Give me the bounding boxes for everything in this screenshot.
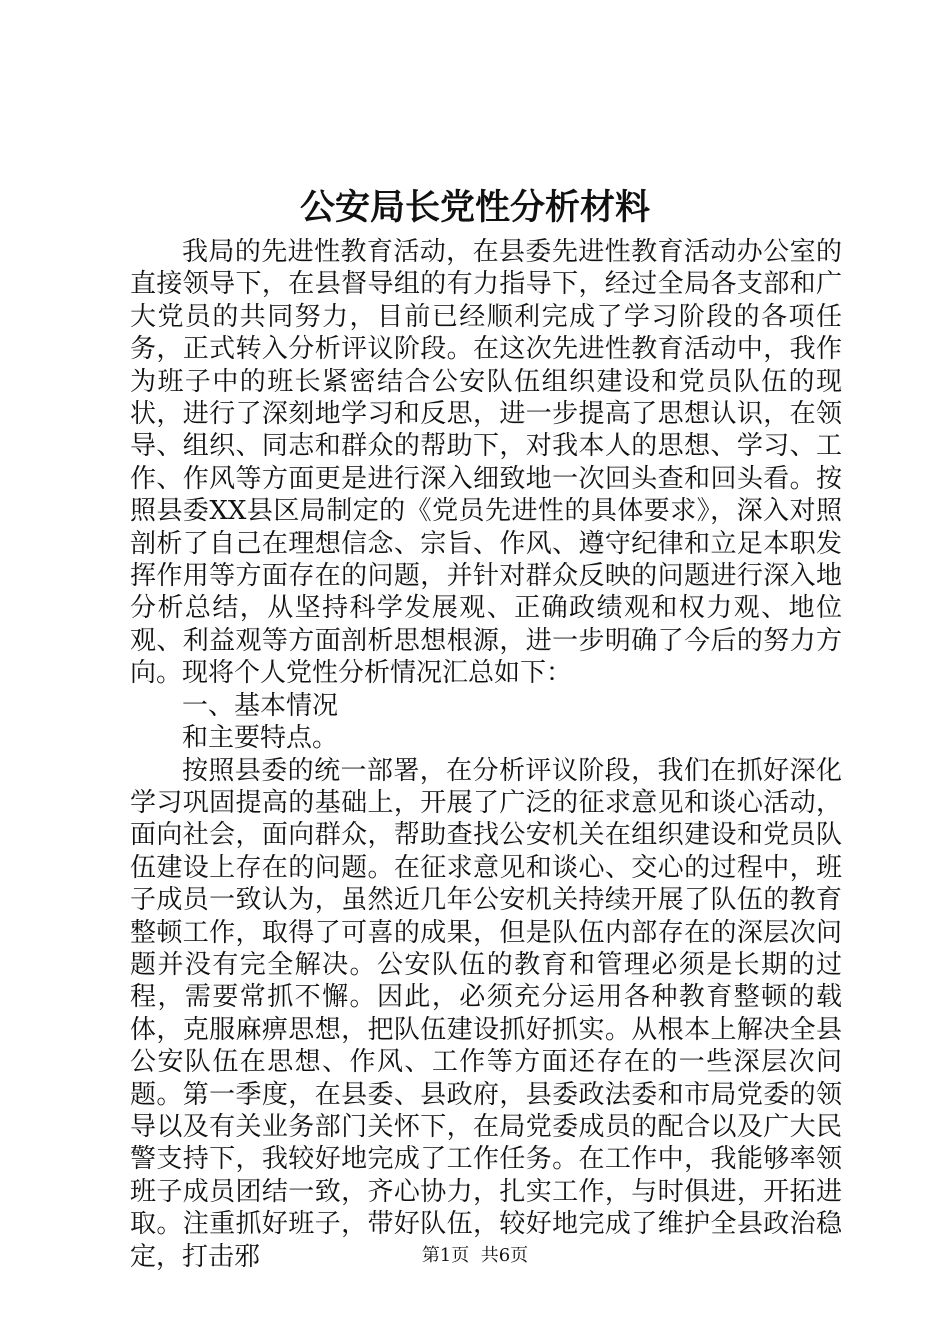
section-heading: 一、基本情况 (182, 690, 339, 721)
page-total: 共6页 (480, 1245, 529, 1266)
page-number: 第1页 (421, 1245, 470, 1266)
paragraph-main: 按照县委的统一部署，在分析评议阶段，我们在抓好深化学习巩固提高的基础上，开展了广泛的征求意见和谈心活动，面向社会，面向群众，帮助查找公安机关在组织建设和党员队伍建设上存在的问题。在征求意见和谈心、交心的过程中，班子成员一致认为，虽然近几年公安机关持续开展了队伍的教育整顿工作，取得了可喜的成果，但是队伍内部存在的深层次问题并没有完全解决。公安队伍的教育和管理必须是长期的过程，需要常抓不懈。因此，必须充分运用各种教育整顿的载体，克服麻痹思想，把队伍建设抓好抓实。从根本上解决全县公安队伍在思想、作风、工作等方面还存在的一些深层次问题。第一季度，在县委、县政府，县委政法委和市局党委的领导以及有关业务部门关怀下，在局党委成员的配合以及广大民警支持下，我较好地完成了工作任务。在工作中，我能够率领班子成员团结一致，齐心协力，扎实工作，与时俱进，开拓进取。注重抓好班子，带好队伍，较好地完成了维护全县政治稳定，打击邪 (130, 755, 842, 1272)
document-body (130, 236, 842, 1273)
section-subheading: 和主要特点。 (182, 723, 339, 754)
page-footer (0, 1244, 950, 1268)
document-title: 公安局长党性分析材料 (299, 187, 650, 228)
paragraph-intro: 我局的先进性教育活动，在县委先进性教育活动办公室的直接领导下，在县督导组的有力指导下，经过全局各支部和广大党员的共同努力，目前已经顺利完成了学习阶段的各项任务，正式转入分析评议阶段。在这次先进性教育活动中，我作为班子中的班长紧密结合公安队伍组织建设和党员队伍的现状，进行了深刻地学习和反思，进一步提高了思想认识，在领导、组织、同志和群众的帮助下，对我本人的思想、学习、工作、作风等方面更是进行深入细致地一次回头查和回头看。按照县委XX县区局制定的《党员先进性的具体要求》，深入对照剖析了自己在理想信念、宗旨、作风、遵守纪律和立足本职发挥作用等方面存在的问题，并针对群众反映的问题进行深入地分析总结，从坚持科学发展观、正确政绩观和权力观、地位观、利益观等方面剖析思想根源，进一步明确了今后的努力方向。现将个人党性分析情况汇总如下： (130, 237, 842, 689)
